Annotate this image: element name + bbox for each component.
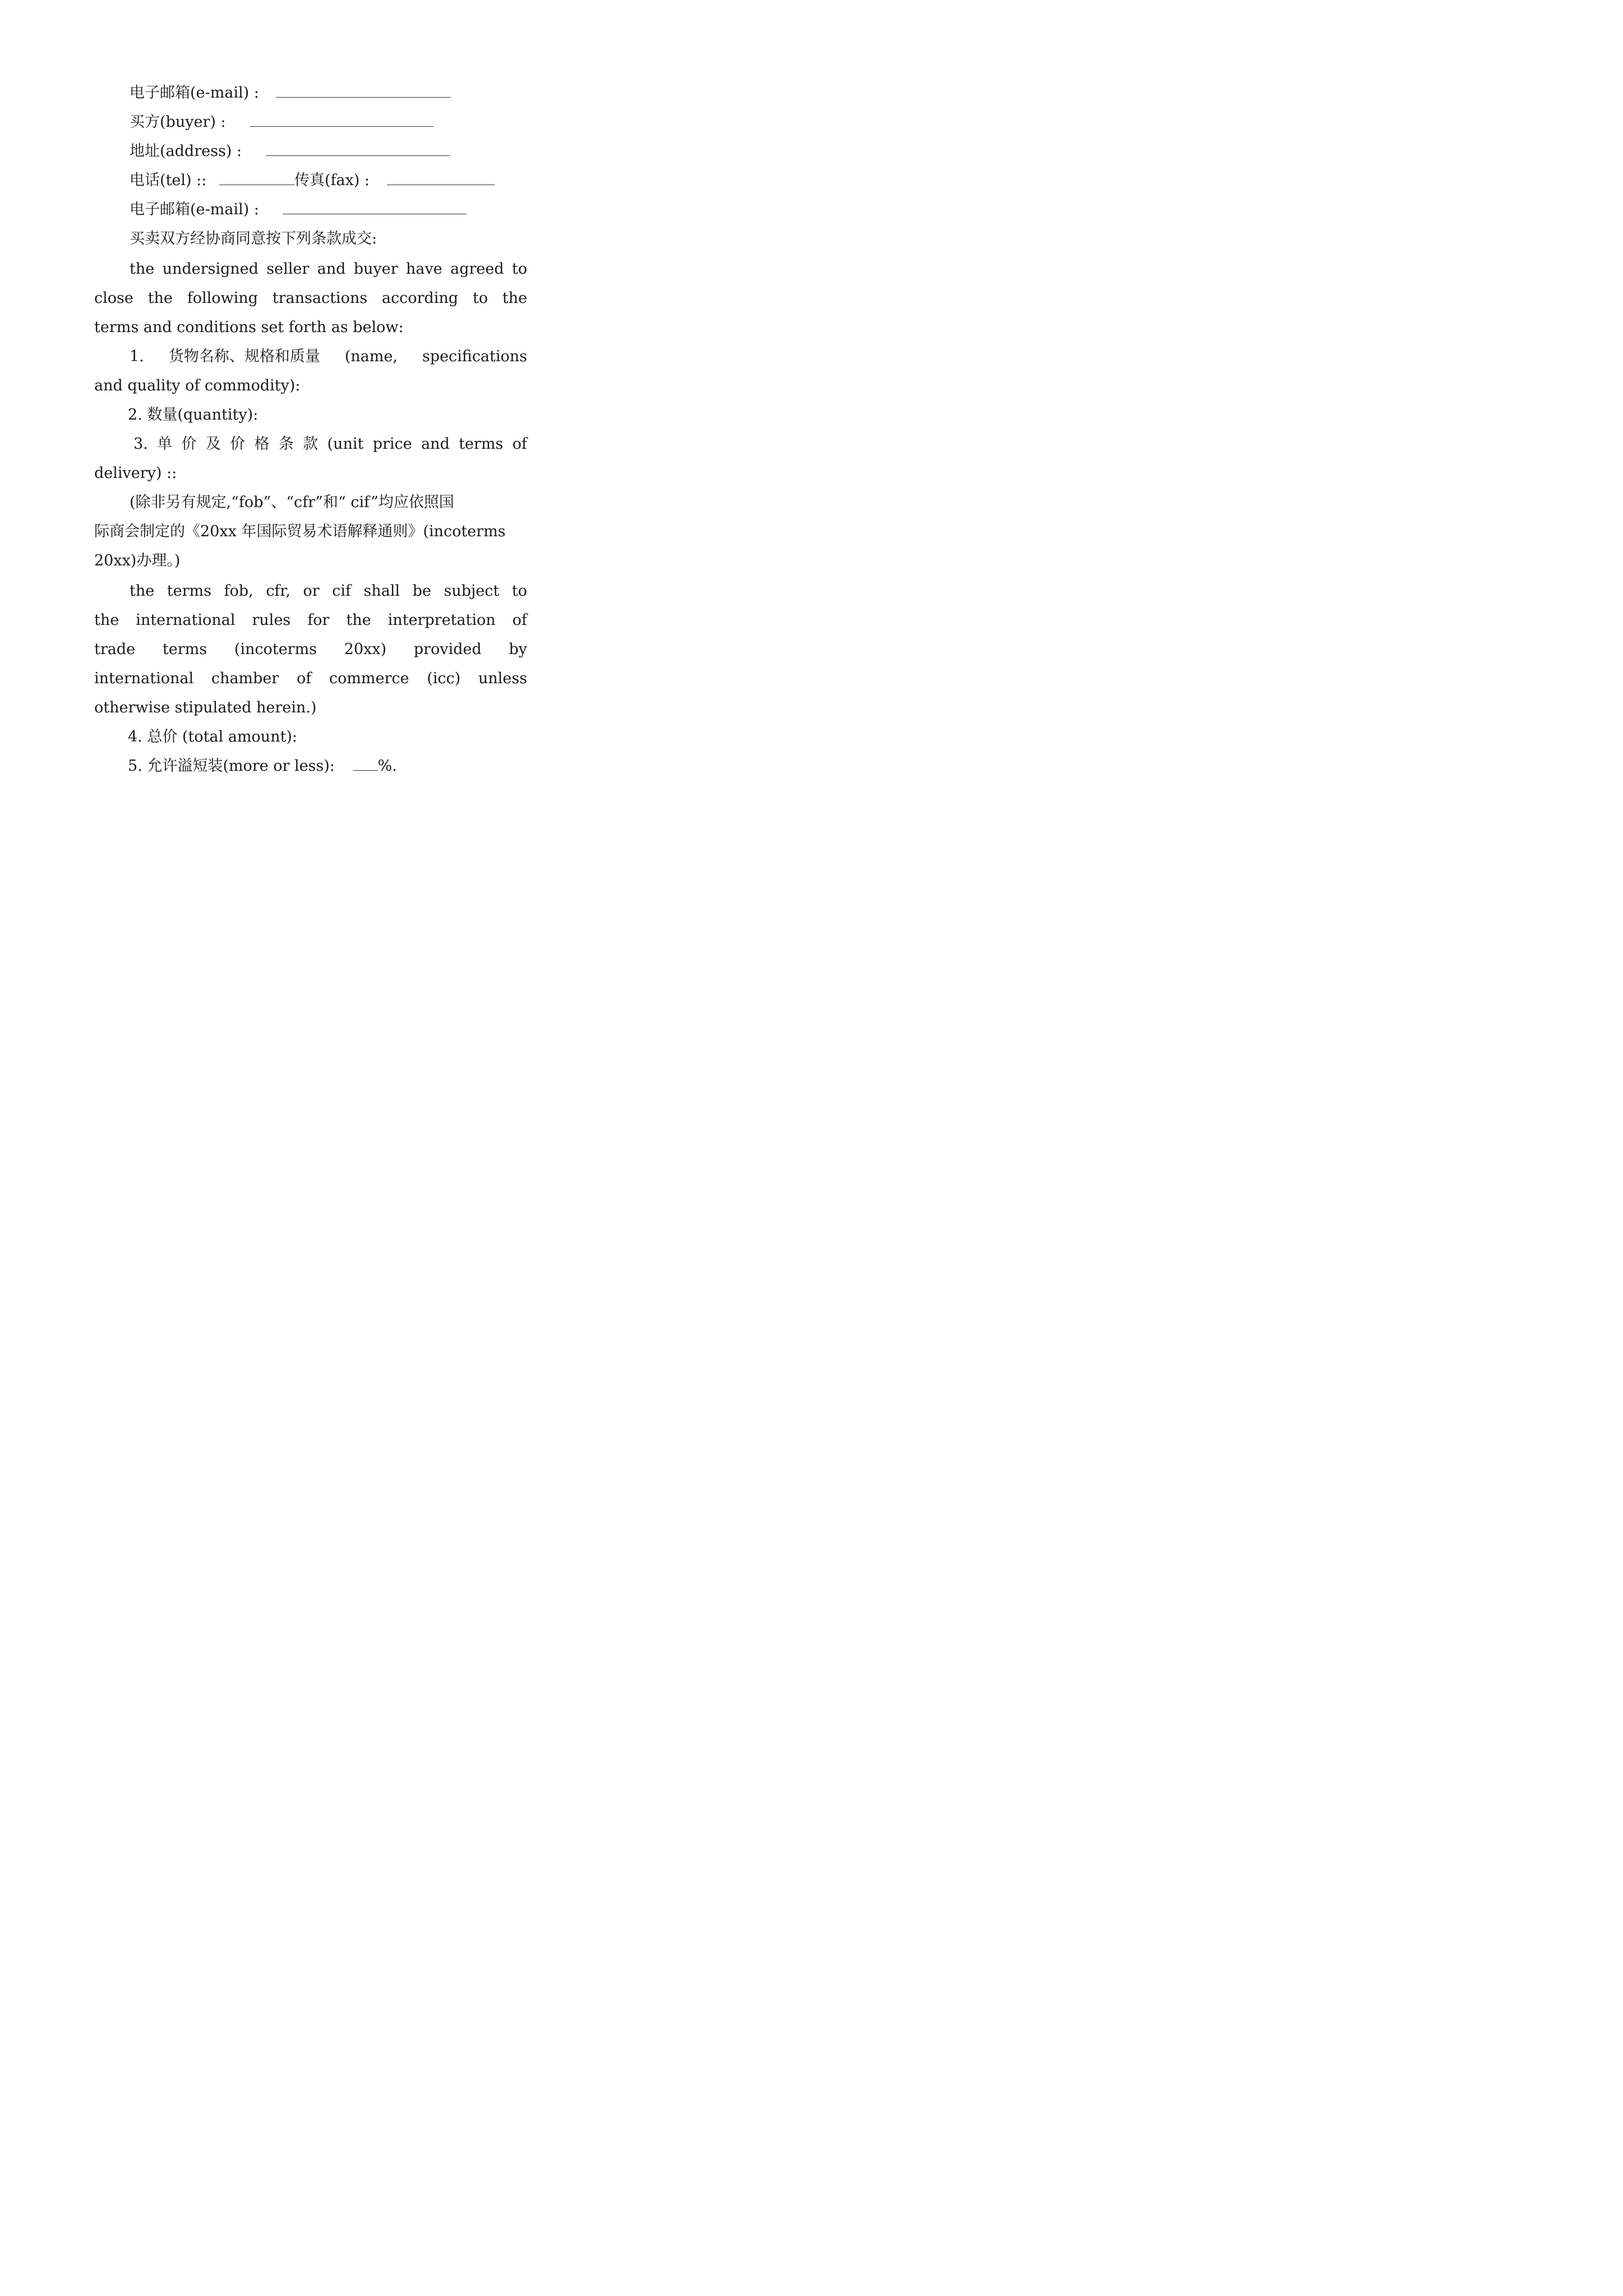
- word: 单: [157, 435, 173, 453]
- word: 价: [230, 435, 246, 453]
- word: for: [307, 611, 330, 629]
- word: transactions: [272, 289, 368, 307]
- word: or: [303, 582, 320, 600]
- note-cn-line2: 际商会制定的《20xx 年国际贸易术语解释通则》(incoterms: [94, 523, 506, 540]
- buyer-email-label: 电子邮箱(e-mail) :: [130, 201, 259, 218]
- word: of: [512, 435, 527, 453]
- tel-blank[interactable]: [219, 172, 294, 185]
- word: agreed: [450, 260, 504, 278]
- word: international: [94, 670, 194, 687]
- word: international: [136, 611, 236, 629]
- word: have: [405, 260, 442, 278]
- word: price: [372, 435, 412, 453]
- buyer-row: [130, 112, 434, 132]
- address-blank[interactable]: [266, 143, 450, 156]
- word: the: [94, 611, 119, 629]
- word: chamber: [211, 670, 279, 687]
- buyer-email-blank[interactable]: [283, 201, 467, 214]
- word: (name,: [344, 348, 398, 365]
- word: specifications: [422, 348, 527, 365]
- word: 3.: [133, 435, 148, 453]
- word: (incoterms: [234, 641, 317, 658]
- fax-label: 传真(fax) :: [294, 172, 370, 189]
- word: terms: [459, 435, 504, 453]
- clause1-line2: and quality of commodity):: [94, 377, 301, 394]
- word: to: [472, 289, 488, 307]
- clause3-line1: [133, 434, 527, 454]
- word: the: [130, 582, 155, 600]
- word: 20xx): [344, 641, 387, 658]
- intro-en-line3: terms and conditions set forth as below:: [94, 319, 404, 336]
- buyer-label: 买方(buyer) :: [130, 113, 226, 131]
- clause5-label: 5. 允许溢短装(more or less):: [128, 757, 335, 775]
- word: 及: [205, 435, 221, 453]
- seller-email-blank[interactable]: [276, 85, 451, 98]
- word: the: [130, 260, 155, 278]
- address-label: 地址(address) :: [130, 142, 242, 160]
- clause5-suffix: %.: [377, 757, 397, 775]
- word: rules: [252, 611, 291, 629]
- intro-cn: 买卖双方经协商同意按下列条款成交:: [130, 230, 377, 247]
- word: provided: [413, 641, 482, 658]
- buyer-email-row: [130, 200, 467, 220]
- word: shall: [363, 582, 400, 600]
- buyer-blank[interactable]: [250, 114, 434, 127]
- word: subject: [444, 582, 500, 600]
- clause4: 4. 总价 (total amount):: [128, 728, 297, 746]
- word: (unit: [327, 435, 364, 453]
- note-en-line2: [94, 610, 527, 631]
- word: buyer: [353, 260, 398, 278]
- word: seller: [266, 260, 310, 278]
- seller-email-label: 电子邮箱(e-mail) :: [130, 84, 259, 102]
- address-row: [130, 141, 450, 162]
- word: by: [509, 641, 527, 658]
- tel-fax-row: [130, 171, 495, 191]
- word: terms: [162, 641, 208, 658]
- word: be: [412, 582, 431, 600]
- word: close: [94, 289, 133, 307]
- clause2: 2. 数量(quantity):: [128, 406, 259, 424]
- clause3-line2: delivery) ::: [94, 464, 177, 482]
- word: unless: [478, 670, 527, 687]
- note-cn-line3: 20xx)办理。): [94, 552, 181, 569]
- word: cfr,: [266, 582, 291, 600]
- word: 款: [303, 435, 319, 453]
- word: (icc): [427, 670, 461, 687]
- intro-en-line2: [94, 288, 527, 309]
- word: the: [502, 289, 527, 307]
- word: the: [147, 289, 173, 307]
- clause5-row: [128, 756, 397, 776]
- contract-page: [0, 0, 617, 872]
- word: fob,: [224, 582, 253, 600]
- note-en-line4: [94, 669, 527, 689]
- note-en-line5: otherwise stipulated herein.): [94, 699, 317, 716]
- word: 格: [254, 435, 270, 453]
- word: undersigned: [162, 260, 259, 278]
- note-cn-line1: (除非另有规定,“fob”、“cfr”和“ cif”均应依照国: [130, 494, 454, 511]
- word: 1.: [130, 348, 144, 365]
- seller-email-row: [130, 83, 451, 103]
- word: the: [346, 611, 371, 629]
- word: following: [187, 289, 258, 307]
- word: and: [421, 435, 450, 453]
- note-en-line3: [94, 639, 527, 660]
- word: according: [381, 289, 459, 307]
- word: to: [511, 260, 527, 278]
- word: terms: [167, 582, 211, 600]
- more-or-less-blank[interactable]: [353, 758, 378, 771]
- word: of: [296, 670, 312, 687]
- note-en-line1: [130, 581, 527, 601]
- clause1-line1: [130, 347, 527, 367]
- word: 价: [181, 435, 197, 453]
- tel-label: 电话(tel) ::: [130, 172, 207, 189]
- word: interpretation: [388, 611, 496, 629]
- word: and: [317, 260, 346, 278]
- word: 条: [278, 435, 294, 453]
- word: cif: [332, 582, 351, 600]
- word: trade: [94, 641, 136, 658]
- word: to: [511, 582, 527, 600]
- word: of: [512, 611, 527, 629]
- fax-blank[interactable]: [387, 172, 495, 185]
- intro-en-line1: [130, 259, 527, 279]
- word: 货物名称、规格和质量: [168, 348, 320, 365]
- word: commerce: [329, 670, 409, 687]
